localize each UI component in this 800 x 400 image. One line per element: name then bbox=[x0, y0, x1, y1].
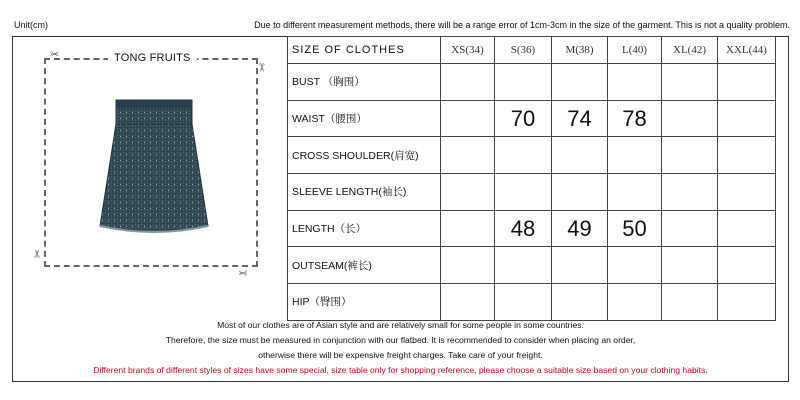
footer-notes bbox=[12, 318, 789, 378]
table-cell bbox=[441, 174, 495, 211]
table-cell: 78 bbox=[608, 100, 662, 137]
column-header-l: L(40) bbox=[608, 37, 662, 64]
table-cell bbox=[662, 174, 718, 211]
table-cell bbox=[552, 137, 608, 174]
table-cell: 70 bbox=[495, 100, 552, 137]
measurement-disclaimer: Due to different measurement methods, there will be a range error of 1cm-3cm in the size of the garment. This is not a quality problem. bbox=[254, 20, 790, 30]
table-cell bbox=[441, 137, 495, 174]
table-row-length bbox=[288, 210, 776, 247]
footer-note-line: Most of our clothes are of Asian style and are relatively small for some people in some countries. bbox=[217, 320, 584, 330]
scissors-icon: ✂ bbox=[238, 266, 248, 278]
row-label: CROSS SHOULDER(肩宽) bbox=[288, 137, 441, 174]
column-header-size: SIZE OF CLOTHES bbox=[288, 37, 441, 64]
table-cell bbox=[662, 64, 718, 101]
table-row-sleeve-length bbox=[288, 174, 776, 211]
brand-label: TONG FRUITS bbox=[108, 52, 197, 64]
table-cell bbox=[441, 64, 495, 101]
table-cell bbox=[662, 247, 718, 284]
table-cell bbox=[441, 100, 495, 137]
table-cell bbox=[718, 284, 776, 321]
table-header-row bbox=[288, 37, 776, 64]
size-table bbox=[287, 36, 776, 321]
row-label: HIP（臀围） bbox=[288, 284, 441, 321]
column-header-xs: XS(34) bbox=[441, 37, 495, 64]
table-row-cross-shoulder bbox=[288, 137, 776, 174]
table-cell bbox=[552, 64, 608, 101]
table-cell: 50 bbox=[608, 210, 662, 247]
unit-label: Unit(cm) bbox=[14, 20, 48, 30]
table-cell bbox=[495, 174, 552, 211]
table-cell bbox=[662, 137, 718, 174]
table-row-outseam bbox=[288, 247, 776, 284]
table-row-hip bbox=[288, 284, 776, 321]
skirt-product-image bbox=[88, 98, 220, 240]
row-label: BUST （胸围） bbox=[288, 64, 441, 101]
table-cell bbox=[608, 284, 662, 321]
table-cell bbox=[495, 284, 552, 321]
table-cell bbox=[718, 210, 776, 247]
table-cell bbox=[608, 137, 662, 174]
table-cell bbox=[608, 247, 662, 284]
table-cell bbox=[552, 247, 608, 284]
footer-warning: Different brands of different styles of sizes have some special, size table only for shopping reference, please choose a suitable size based on your clothing habits. bbox=[93, 365, 708, 375]
table-cell: 48 bbox=[495, 210, 552, 247]
scissors-icon: ✂ bbox=[32, 248, 45, 259]
column-header-xxl: XXL(44) bbox=[718, 37, 776, 64]
table-cell bbox=[662, 210, 718, 247]
column-header-m: M(38) bbox=[552, 37, 608, 64]
table-cell bbox=[441, 247, 495, 284]
table-cell bbox=[718, 247, 776, 284]
table-row-waist bbox=[288, 100, 776, 137]
column-header-s: S(36) bbox=[495, 37, 552, 64]
table-cell bbox=[441, 210, 495, 247]
row-label: SLEEVE LENGTH(袖长) bbox=[288, 174, 441, 211]
table-cell bbox=[495, 247, 552, 284]
table-cell bbox=[718, 137, 776, 174]
table-cell bbox=[662, 100, 718, 137]
table-cell bbox=[495, 64, 552, 101]
table-cell bbox=[495, 137, 552, 174]
row-label: WAIST（腰围） bbox=[288, 100, 441, 137]
scissors-icon: ✂ bbox=[255, 62, 268, 73]
table-cell bbox=[608, 174, 662, 211]
table-cell bbox=[718, 174, 776, 211]
table-cell bbox=[718, 64, 776, 101]
table-cell: 49 bbox=[552, 210, 608, 247]
table-cell bbox=[718, 100, 776, 137]
row-label: LENGTH（长） bbox=[288, 210, 441, 247]
table-cell bbox=[662, 284, 718, 321]
row-label: OUTSEAM(裤长) bbox=[288, 247, 441, 284]
table-row-bust bbox=[288, 64, 776, 101]
table-cell bbox=[552, 284, 608, 321]
table-cell: 74 bbox=[552, 100, 608, 137]
column-header-xl: XL(42) bbox=[662, 37, 718, 64]
footer-note-line: Therefore, the size must be measured in conjunction with our flatbed. It is recommended to consider when placing an order, bbox=[165, 335, 636, 345]
footer-note-line: otherwise there will be expensive freight charges. Take care of your freight. bbox=[258, 350, 543, 360]
scissors-icon: ✂ bbox=[50, 49, 60, 61]
table-cell bbox=[441, 284, 495, 321]
table-cell bbox=[552, 174, 608, 211]
table-cell bbox=[608, 64, 662, 101]
